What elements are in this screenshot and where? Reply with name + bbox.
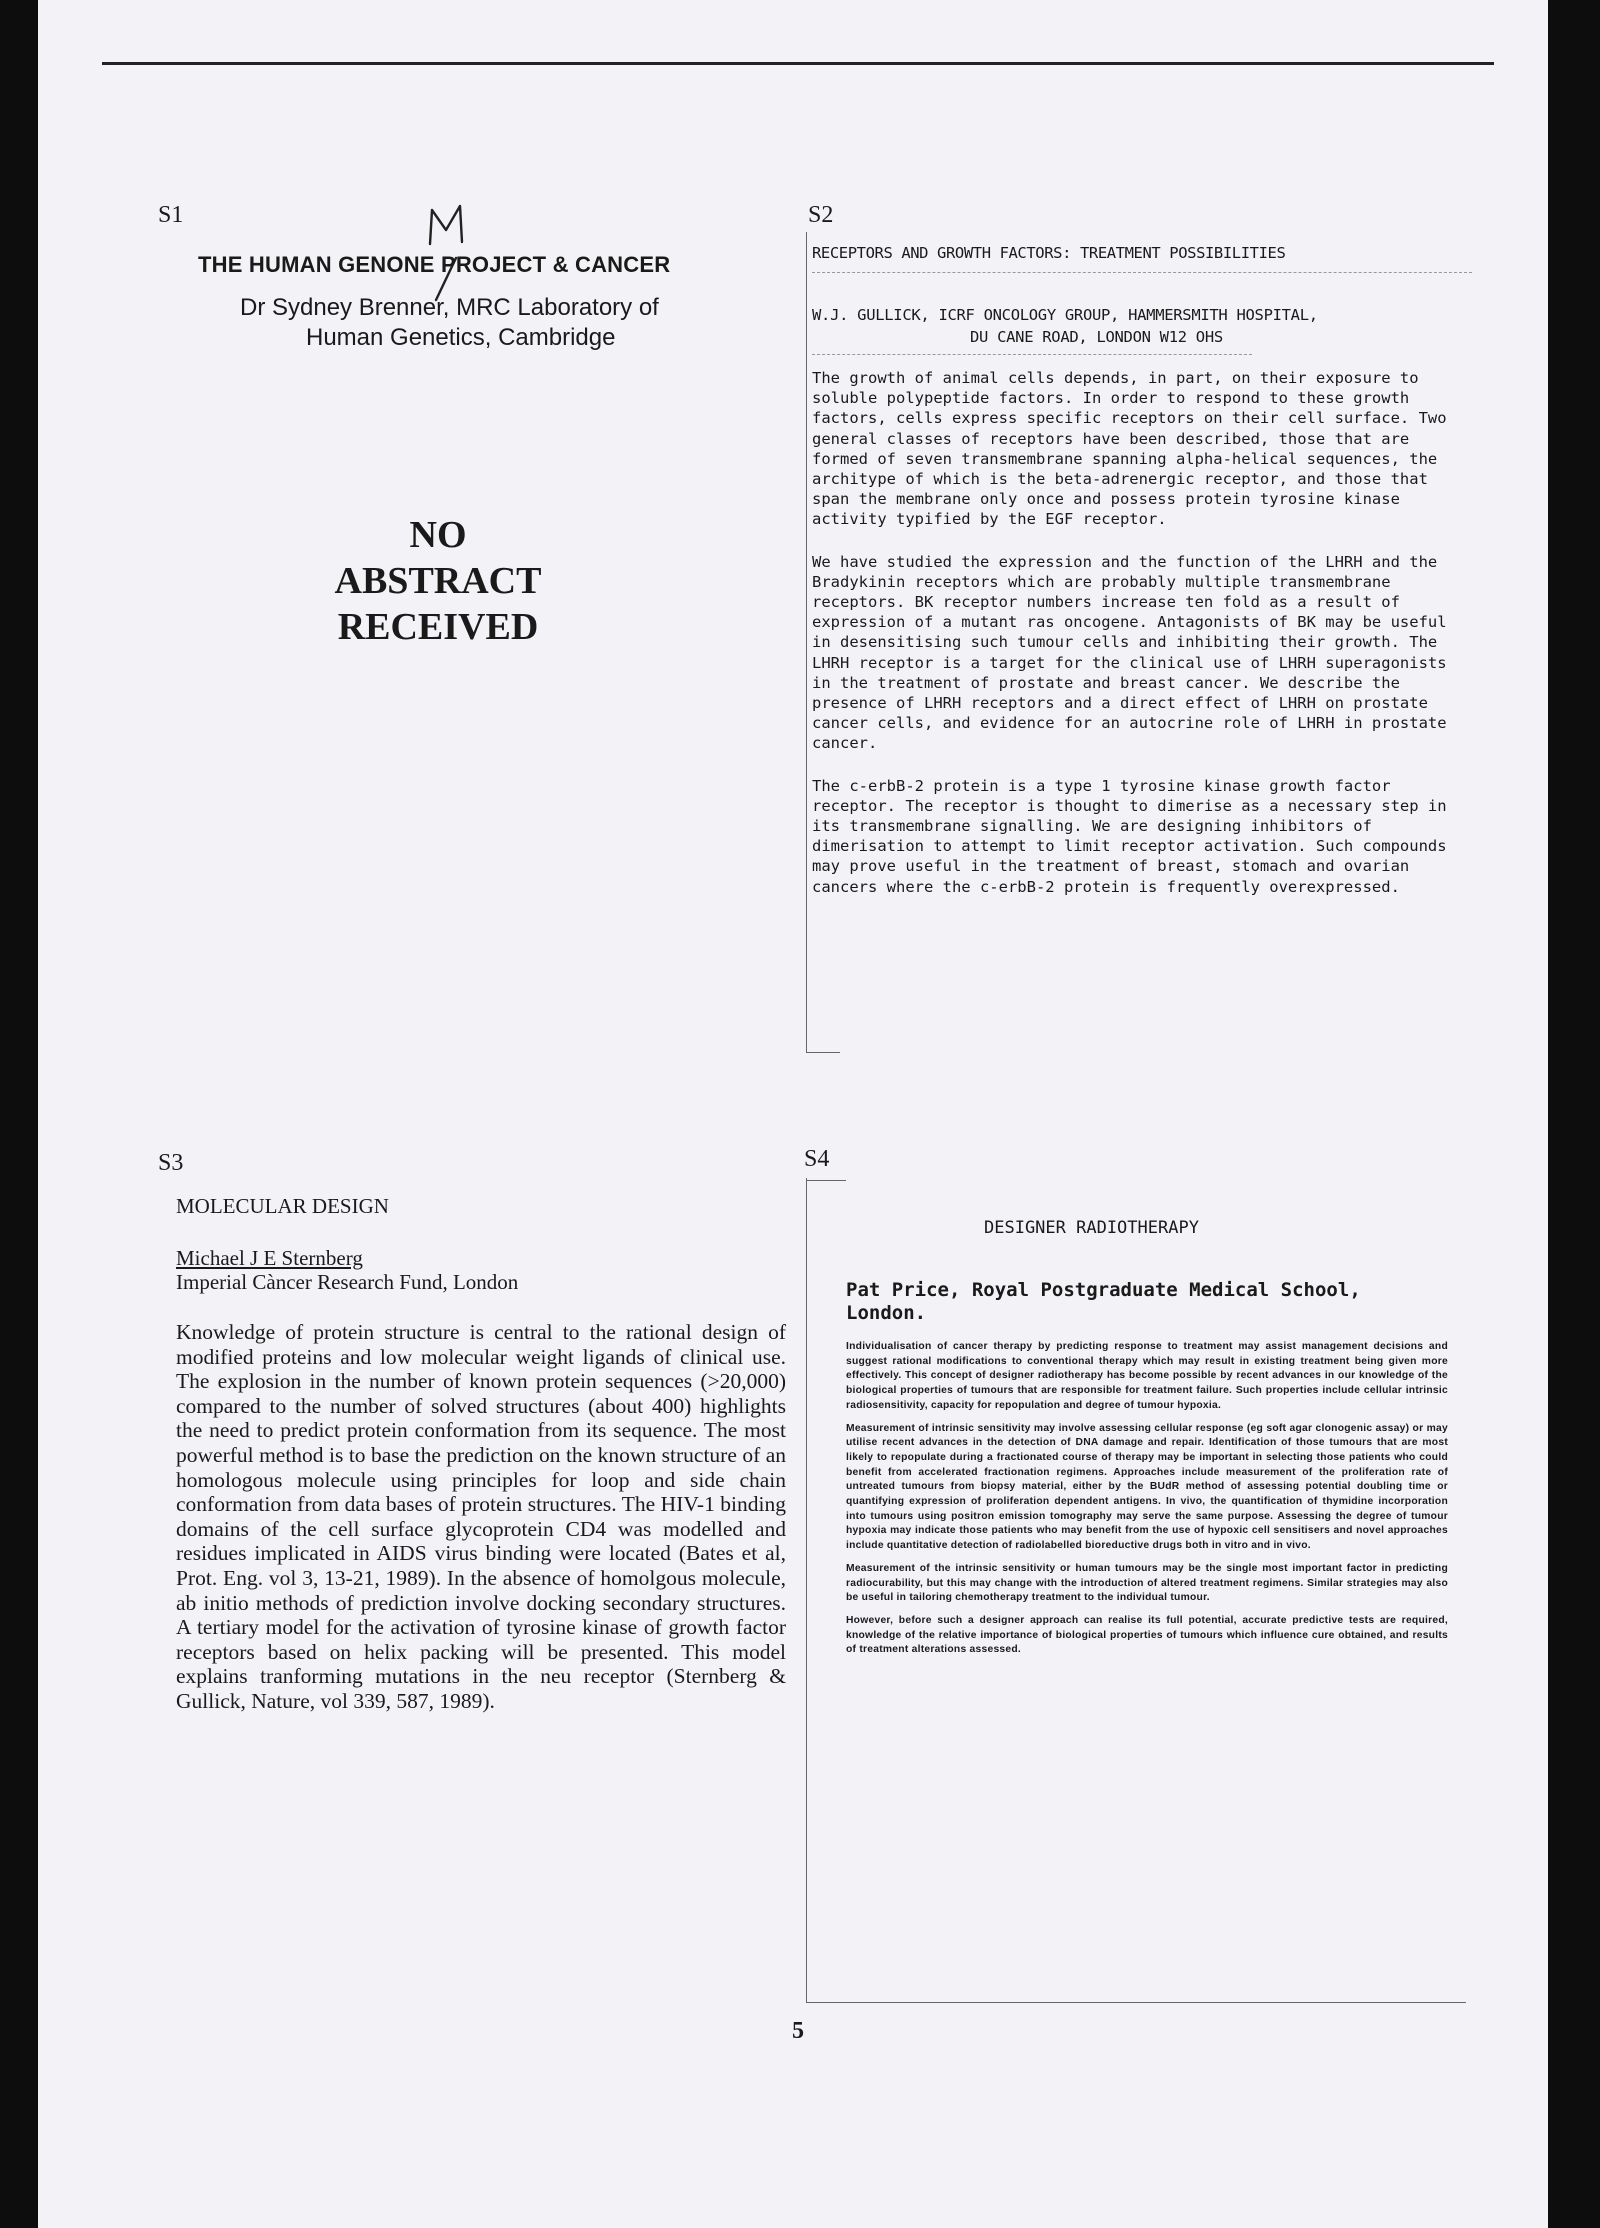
- s4-abstract: [846, 1340, 1448, 1666]
- s1-id: S1: [158, 202, 184, 228]
- no-abstract-line3: RECEIVED: [337, 606, 539, 648]
- no-abstract-line1: NO: [409, 514, 467, 556]
- svg-text:M: M: [422, 196, 423, 197]
- s2-id: S2: [808, 202, 834, 228]
- s3-abstract: Knowledge of protein structure is central to the rational design of modified proteins and low molecular weight ligands of clinical use. The explosion in the number of known protein sequences (>20,000) compared to the number of solved structures (about 400) highlights the need to predict protein conformation from its sequence. The most powerful method is to base the prediction on the known structure of an homologous molecule using principles for loop and side chain conformation from data bases of protein structures. The HIV-1 binding domains of the cell surface glycoprotein CD4 was modelled and residues implicated in AIDS virus binding were located (Bates et al, Prot. Eng. vol 3, 13-21, 1989). In the absence of homolgous molecule, ab initio methods of prediction involve docking secondary structures. A tertiary model for the activation of tyrosine kinase of growth factor receptors based on helix packing will be presented. This model explains tranforming mutations in the neu receptor (Sternberg & Gullick, Nature, vol 339, 587, 1989).: [176, 1320, 786, 1713]
- s2-author-line1: W.J. GULLICK, ICRF ONCOLOGY GROUP, HAMMERSMITH HOSPITAL,: [812, 306, 1318, 324]
- s2-paragraph-1: The growth of animal cells depends, in part, on their exposure to soluble polypeptide factors. In order to respond to these growth factors, cells express specific receptors on their cell surface. Two general classes of receptors have been described, those that are formed of seven transmembrane spanning alpha-helical sequences, the architype of which is the beta-adrenergic receptor, and those that span the membrane only once and possess protein tyrosine kinase activity typified by the EGF receptor.: [812, 369, 1447, 529]
- top-rule: [102, 62, 1494, 65]
- s2-margin-line: [806, 232, 807, 1052]
- s3-title: MOLECULAR DESIGN: [176, 1194, 389, 1218]
- s1-authors-line2: Human Genetics, Cambridge: [306, 324, 616, 351]
- s2-paragraph-3: The c-erbB-2 protein is a type 1 tyrosine kinase growth factor receptor. The receptor is thought to dimerise as a necessary step in its transmembrane signalling. We are designing inhibitors of dimerisation to attempt to limit receptor activation. Such compounds may prove useful in the treatment of breast, stomach and ovarian cancers where the c-erbB-2 protein is frequently overexpressed.: [812, 776, 1447, 896]
- s3-id: S3: [158, 1150, 184, 1176]
- s3-author: Michael J E Sternberg: [176, 1246, 363, 1270]
- s4-title: DESIGNER RADIOTHERAPY: [984, 1218, 1199, 1238]
- no-abstract-notice: [288, 512, 588, 650]
- s2-title: RECEPTORS AND GROWTH FACTORS: TREATMENT POSSIBILITIES: [812, 244, 1286, 262]
- handwritten-correction: [422, 196, 474, 306]
- s2-abstract: [812, 368, 1448, 919]
- s4-author-line2: London.: [846, 1302, 927, 1324]
- s4-top-mark: [806, 1180, 846, 1181]
- no-abstract-line2: ABSTRACT: [334, 560, 542, 602]
- paper-sheet: [38, 0, 1548, 2228]
- s2-author-rule: [812, 354, 1252, 355]
- s4-paragraph-2: Measurement of intrinsic sensitivity may involve assessing cellular response (eg soft agar clonogenic assay) or may utilise recent advances in the detection of DNA damage and repair. Identification of those tumours that are most likely to repopulate during a fractionated course of therapy may be important in selecting those patients who could benefit from accelerated fractionation regimens. Approaches include measurement of the proliferation rate of untreated tumours from biopsy material, either by the BUdR method of assessing potential doubling time or quantifying expression of proliferation dependent antigens. In vivo, the quantification of thymidine incorporation into tumours using positron emission tomography may serve the same purpose. Assessing the degree of tumour hypoxia may indicate those patients who may benefit from the use of hypoxic cell sensitisers and novel approaches include quantitative detection of radiolabelled bioreductive drugs both in vitro and in vivo.: [846, 1422, 1448, 1552]
- s4-paragraph-3: Measurement of the intrinsic sensitivity or human tumours may be the single most important factor in predicting radiocurability, but this may change with the introduction of altered treatment regimens. Similar strategies may also be useful in tailoring chemotherapy treatment to the individual tumour.: [846, 1562, 1448, 1604]
- s4-bottom-rule: [806, 2002, 1466, 2003]
- s4-paragraph-4: However, before such a designer approach can realise its full potential, accurate predictive tests are required, knowledge of the relative importance of biological properties of tumours which influence cure obtained, and results of treatment alterations assessed.: [846, 1614, 1448, 1656]
- s2-bottom-mark: [806, 1052, 840, 1053]
- s2-author-line2: DU CANE ROAD, LONDON W12 OHS: [970, 328, 1223, 346]
- page-number: 5: [792, 2018, 804, 2044]
- s3-affiliation: Imperial Càncer Research Fund, London: [176, 1270, 519, 1294]
- s1-authors-line1: Dr Sydney Brenner, MRC Laboratory of: [240, 294, 659, 321]
- s4-author-line1: Pat Price, Royal Postgraduate Medical School,: [846, 1279, 1361, 1301]
- s4-id: S4: [804, 1146, 830, 1172]
- s2-paragraph-2: We have studied the expression and the function of the LHRH and the Bradykinin receptors which are probably multiple transmembrane receptors. BK receptor numbers increase ten fold as a result of expression of a mutant ras oncogene. Antagonists of BK may be useful in desensitising such tumour cells and inhibiting their growth. The LHRH receptor is a target for the clinical use of LHRH superagonists in the treatment of prostate and breast cancer. We describe the presence of LHRH receptors and a direct effect of LHRH on prostate cancer cells, and evidence for an autocrine role of LHRH in prostate cancer.: [812, 552, 1447, 753]
- s1-title: THE HUMAN GENONE PROJECT & CANCER: [198, 252, 671, 277]
- s4-margin-line: [806, 1178, 807, 2002]
- s4-paragraph-1: Individualisation of cancer therapy by predicting response to treatment may assist management decisions and suggest rational modifications to conventional therapy which may result in existing treatment being given more effectively. This concept of designer radiotherapy has become possible by recent advances in our knowledge of the biological properties of tumours that are responsible for treatment failure. Such properties include cellular intrinsic radiosensitivity, capacity for repopulation and degree of tumour hypoxia.: [846, 1341, 1448, 1411]
- s2-title-rule: [812, 272, 1472, 273]
